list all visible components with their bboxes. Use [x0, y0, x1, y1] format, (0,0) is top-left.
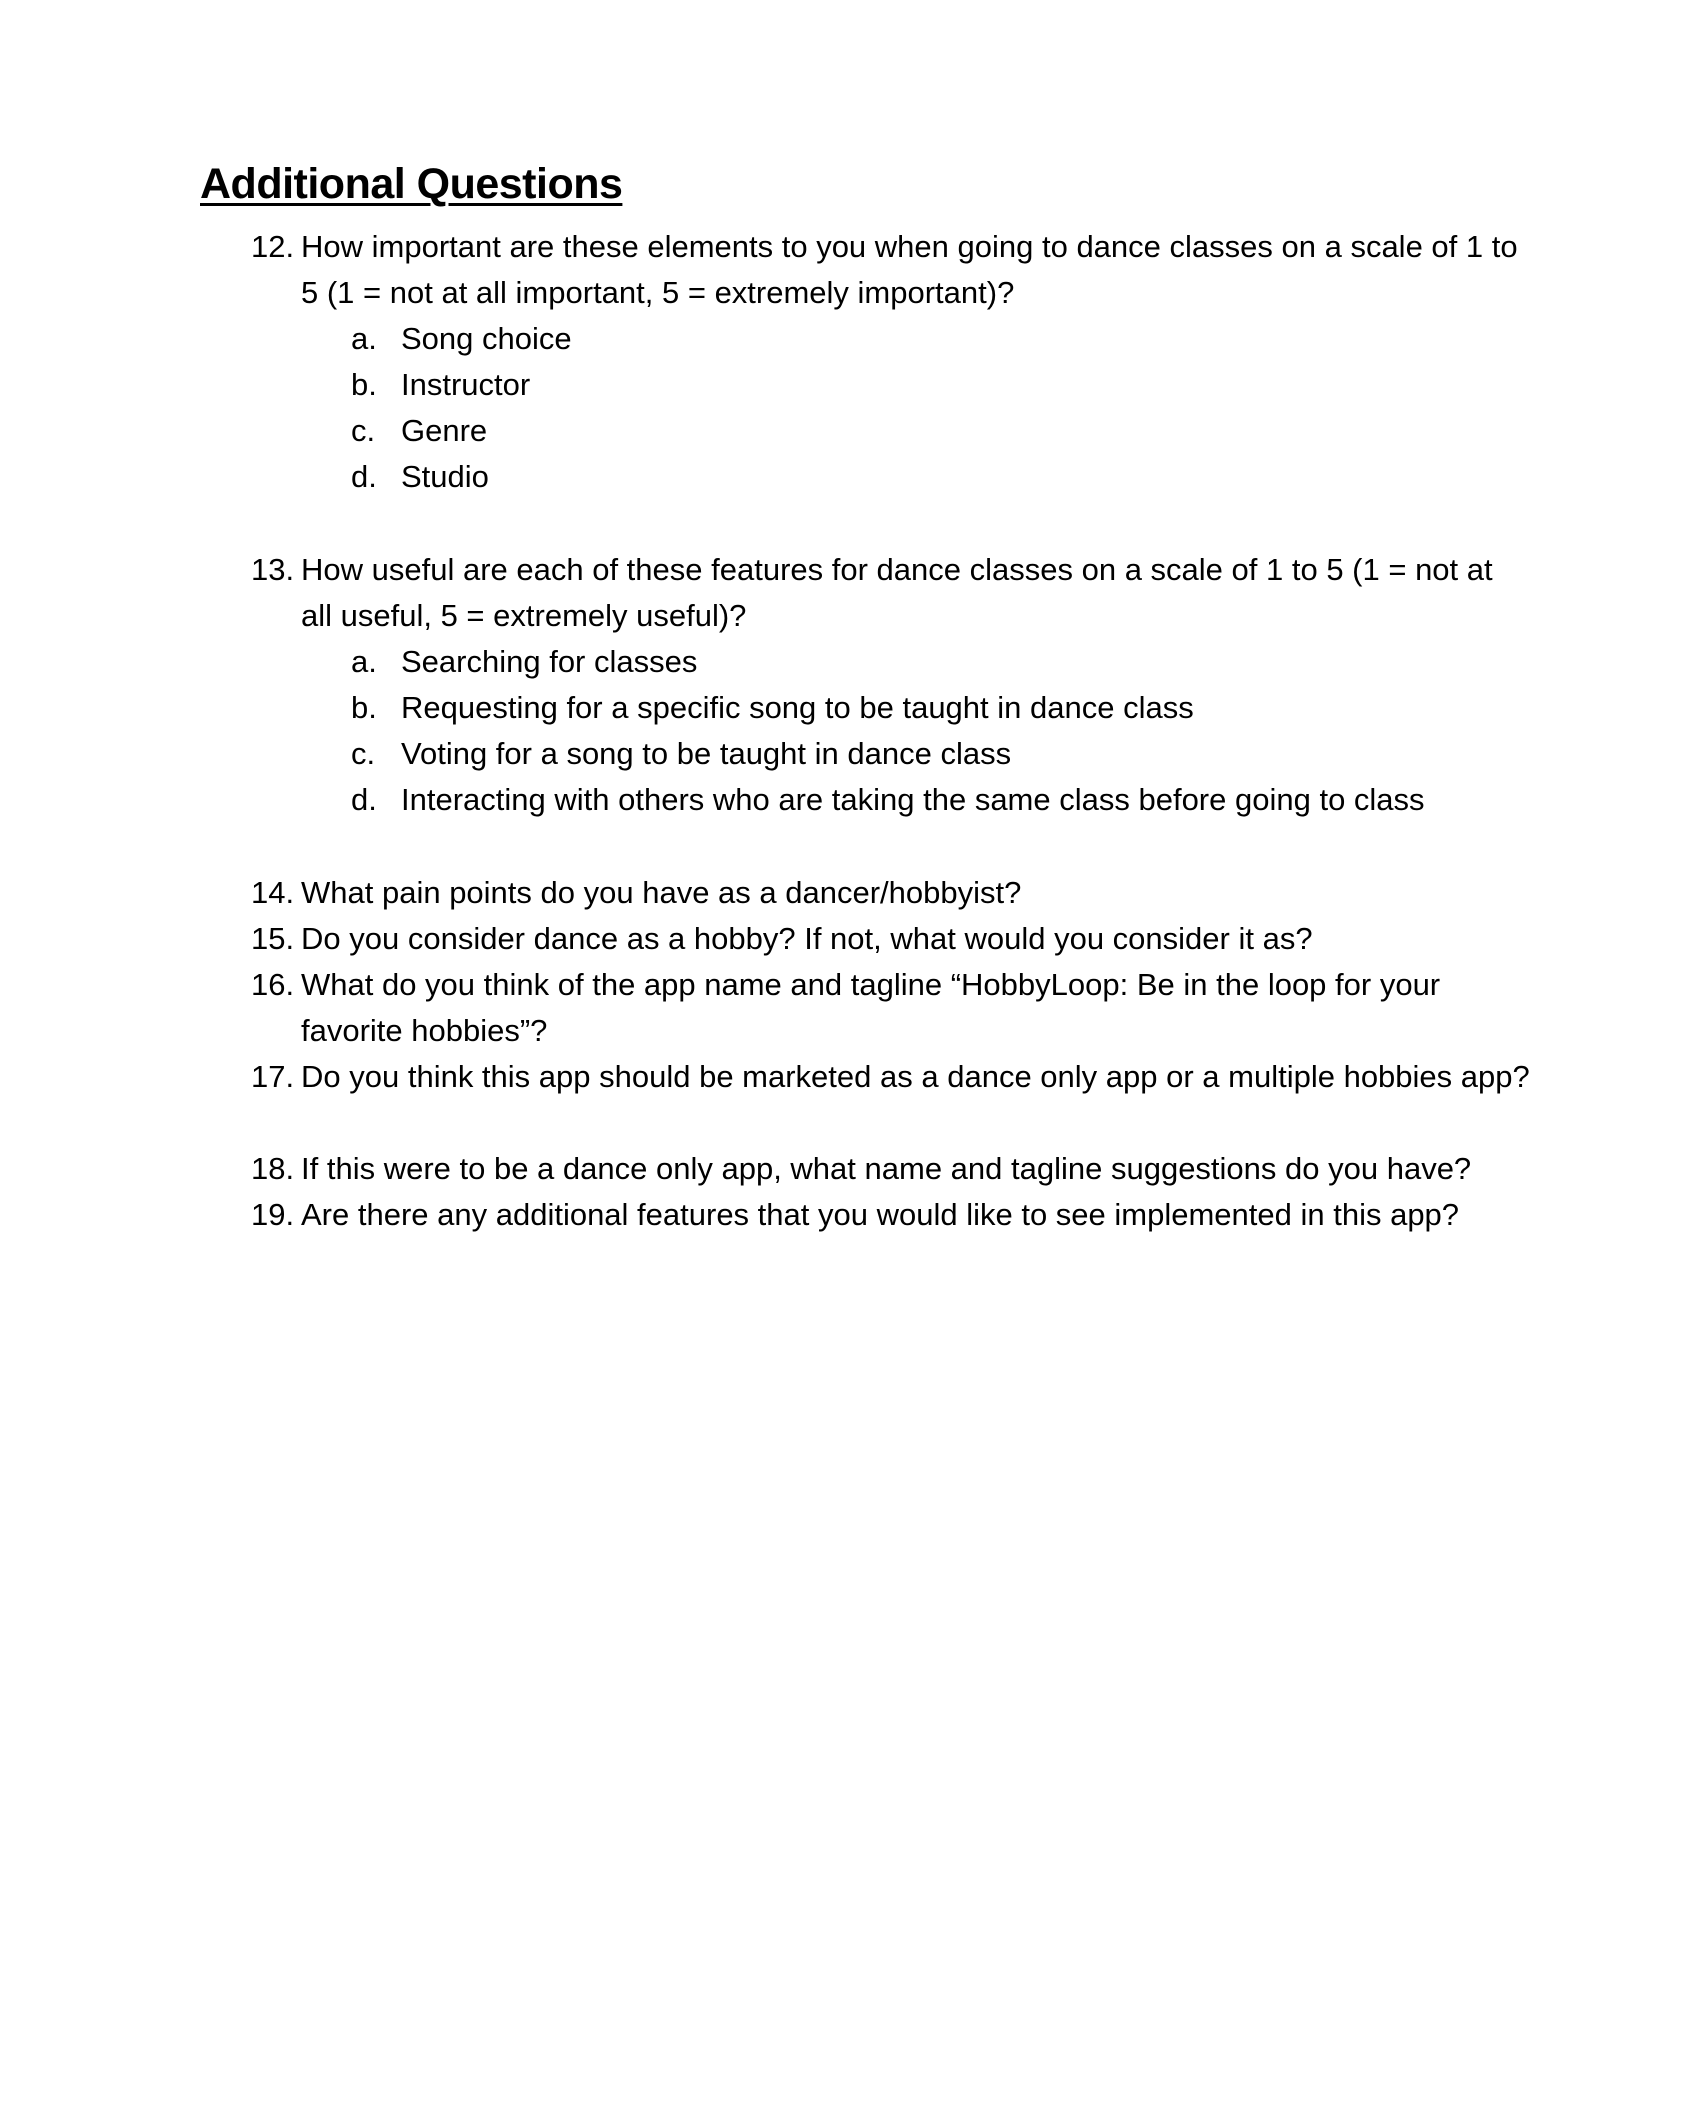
- item-letter: b.: [351, 367, 377, 402]
- question-number: 14.: [251, 875, 295, 910]
- question-number: 12.: [251, 229, 295, 264]
- question-number: 13.: [251, 552, 295, 587]
- question-13: [251, 547, 1531, 639]
- question-15: [251, 916, 1531, 962]
- item-letter: c.: [351, 736, 376, 771]
- question-text: How important are these elements to you when going to dance classes on a scale of 1 to 5 (1 = not at all important, 5 = extremely important)?: [301, 229, 1518, 310]
- question-16: [251, 962, 1531, 1054]
- question-number: 16.: [251, 967, 295, 1002]
- question-12: [251, 224, 1531, 316]
- question-text: What do you think of the app name and tagline “HobbyLoop: Be in the loop for your favorite hobbies”?: [301, 967, 1441, 1048]
- item-text: Studio: [401, 459, 489, 494]
- question-number: 19.: [251, 1197, 295, 1232]
- list-item: [351, 408, 1501, 454]
- item-text: Requesting for a specific song to be taught in dance class: [401, 690, 1194, 725]
- question-19: [251, 1192, 1531, 1238]
- question-text: What pain points do you have as a dancer/hobbyist?: [301, 875, 1022, 910]
- list-item: [351, 639, 1501, 685]
- question-text: Do you think this app should be marketed as a dance only app or a multiple hobbies app?: [301, 1059, 1530, 1094]
- list-item: [351, 731, 1501, 777]
- item-text: Song choice: [401, 321, 572, 356]
- item-text: Genre: [401, 413, 488, 448]
- question-number: 17.: [251, 1059, 295, 1094]
- list-item: [351, 316, 1501, 362]
- item-letter: d.: [351, 459, 377, 494]
- item-text: Interacting with others who are taking the same class before going to class: [401, 782, 1425, 817]
- question-text: Do you consider dance as a hobby? If not, what would you consider it as?: [301, 921, 1313, 956]
- item-text: Voting for a song to be taught in dance class: [401, 736, 1012, 771]
- item-letter: a.: [351, 644, 377, 679]
- question-number: 15.: [251, 921, 295, 956]
- list-item: [351, 362, 1501, 408]
- question-text: How useful are each of these features for dance classes on a scale of 1 to 5 (1 = not at all useful, 5 = extremely useful)?: [301, 552, 1493, 633]
- item-letter: c.: [351, 413, 376, 448]
- item-letter: d.: [351, 782, 377, 817]
- question-text: If this were to be a dance only app, what name and tagline suggestions do you have?: [301, 1151, 1472, 1186]
- list-item: [351, 777, 1501, 823]
- question-text: Are there any additional features that you would like to see implemented in this app?: [301, 1197, 1460, 1232]
- item-text: Instructor: [401, 367, 531, 402]
- item-letter: a.: [351, 321, 377, 356]
- item-text: Searching for classes: [401, 644, 698, 679]
- question-number: 18.: [251, 1151, 295, 1186]
- list-item: [351, 454, 1501, 500]
- question-18: [251, 1146, 1531, 1192]
- question-14: [251, 870, 1531, 916]
- item-letter: b.: [351, 690, 377, 725]
- section-heading: Additional Questions: [200, 160, 623, 208]
- list-item: [351, 685, 1501, 731]
- question-17: [251, 1054, 1531, 1100]
